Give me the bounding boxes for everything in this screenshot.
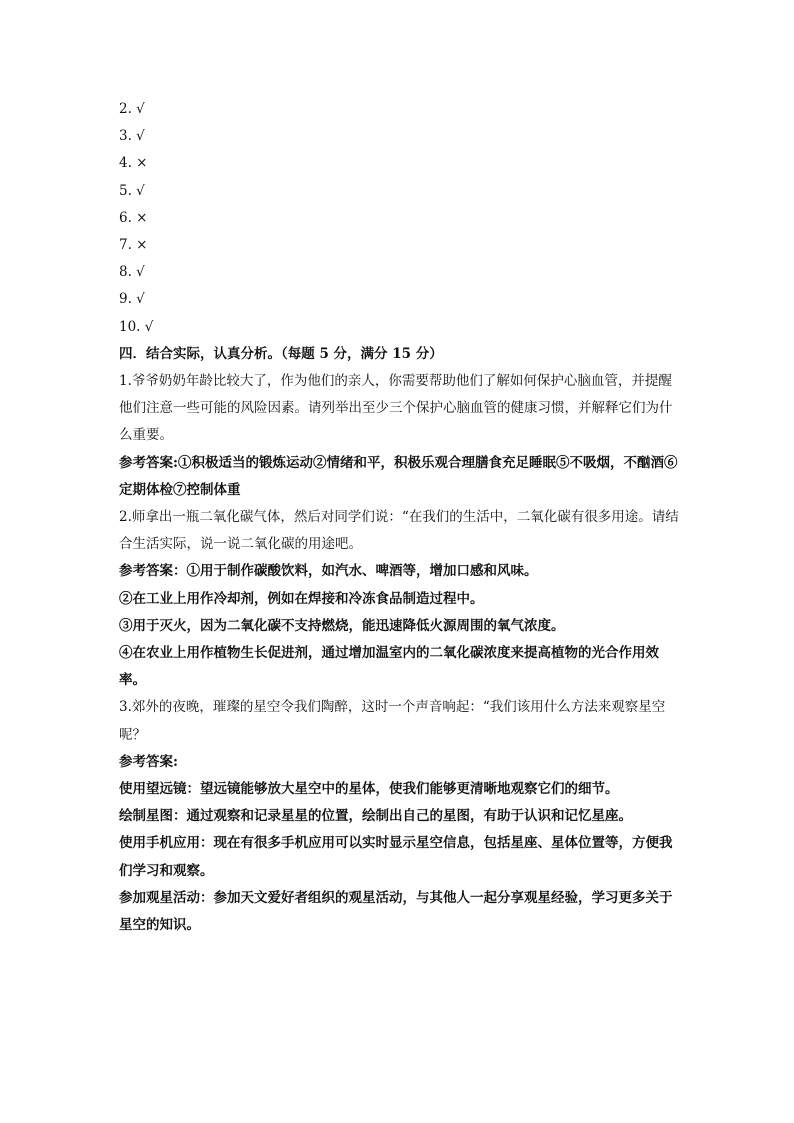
section-heading: 四．结合实际，认真分析。（每题 5 分，满分 15 分） [119,345,443,362]
answer-line: 8. √ [119,264,145,281]
answer-line: 10. √ [119,318,154,335]
answer-line: 6. × [119,209,148,226]
question-2: 2.师拿出一瓶二氧化碳气体，然后对同学们说：“在我们的生活中，二氧化碳有很多用途。请结合生活实际，说一说二氧化碳的用途吧。 [119,508,679,553]
question-3: 3.郊外的夜晚，璀璨的星空令我们陶醉，这时一个声音响起：“我们该用什么方法来观察星空呢？ [119,699,666,743]
question-2-answer-label: 参考答案：①用于制作碳酸饮料，如汽水、啤酒等，增加口感和风味。 [119,563,538,580]
question-3-answer-item: 绘制星图：通过观察和记录星星的位置，绘制出自己的星图，有助于认识和记忆星座。 [119,808,632,825]
answer-line: 2. √ [119,101,145,117]
answer-line: 5. √ [119,182,145,199]
answer-line: 9. √ [119,291,145,308]
question-1: 1.爷爷奶奶年龄比较大了，作为他们的亲人，你需要帮助他们了解如何保护心脑血管，并提醒他们注意一些可能的风险因素。请列举出至少三个保护心脑血管的健康习惯，并解释它们为什么重要。 [119,372,673,444]
answer-line: 3. √ [119,128,145,145]
question-2-answer-item: ④在农业上用作植物生长促进剂，通过增加温室内的二氧化碳浓度来提高植物的光合作用效率。 [119,644,659,689]
question-3-answer-item: 使用手机应用：现在有很多手机应用可以实时显示星空信息，包括星座、星体位置等，方便我们学习和观察。 [119,835,673,879]
question-3-answer-label: 参考答案: [119,753,178,770]
true-false-answers [119,96,679,341]
document-content [119,96,679,939]
answer-line: 7. × [119,236,148,253]
question-3-answer-item: 参加观星活动：参加天文爱好者组织的观星活动，与其他人一起分享观星经验，学习更多关于星空的知识。 [119,889,673,933]
question-1-answer: 参考答案:①积极适当的锻炼运动②情绪和平，积极乐观合理膳食充足睡眠⑤不吸烟，不酗酒⑥定期体检⑦控制体重 [119,454,678,498]
answer-line: 4. × [119,155,148,172]
question-2-answer-item: ②在工业上用作冷却剂，例如在焊接和冷冻食品制造过程中。 [119,590,484,607]
question-3-answer-item: 使用望远镜：望远镜能够放大星空中的星体，使我们能够更清晰地观察它们的细节。 [119,780,619,797]
question-2-answer-item: ③用于灭火，因为二氧化碳不支持燃烧，能迅速降低火源周围的氧气浓度。 [119,617,565,634]
